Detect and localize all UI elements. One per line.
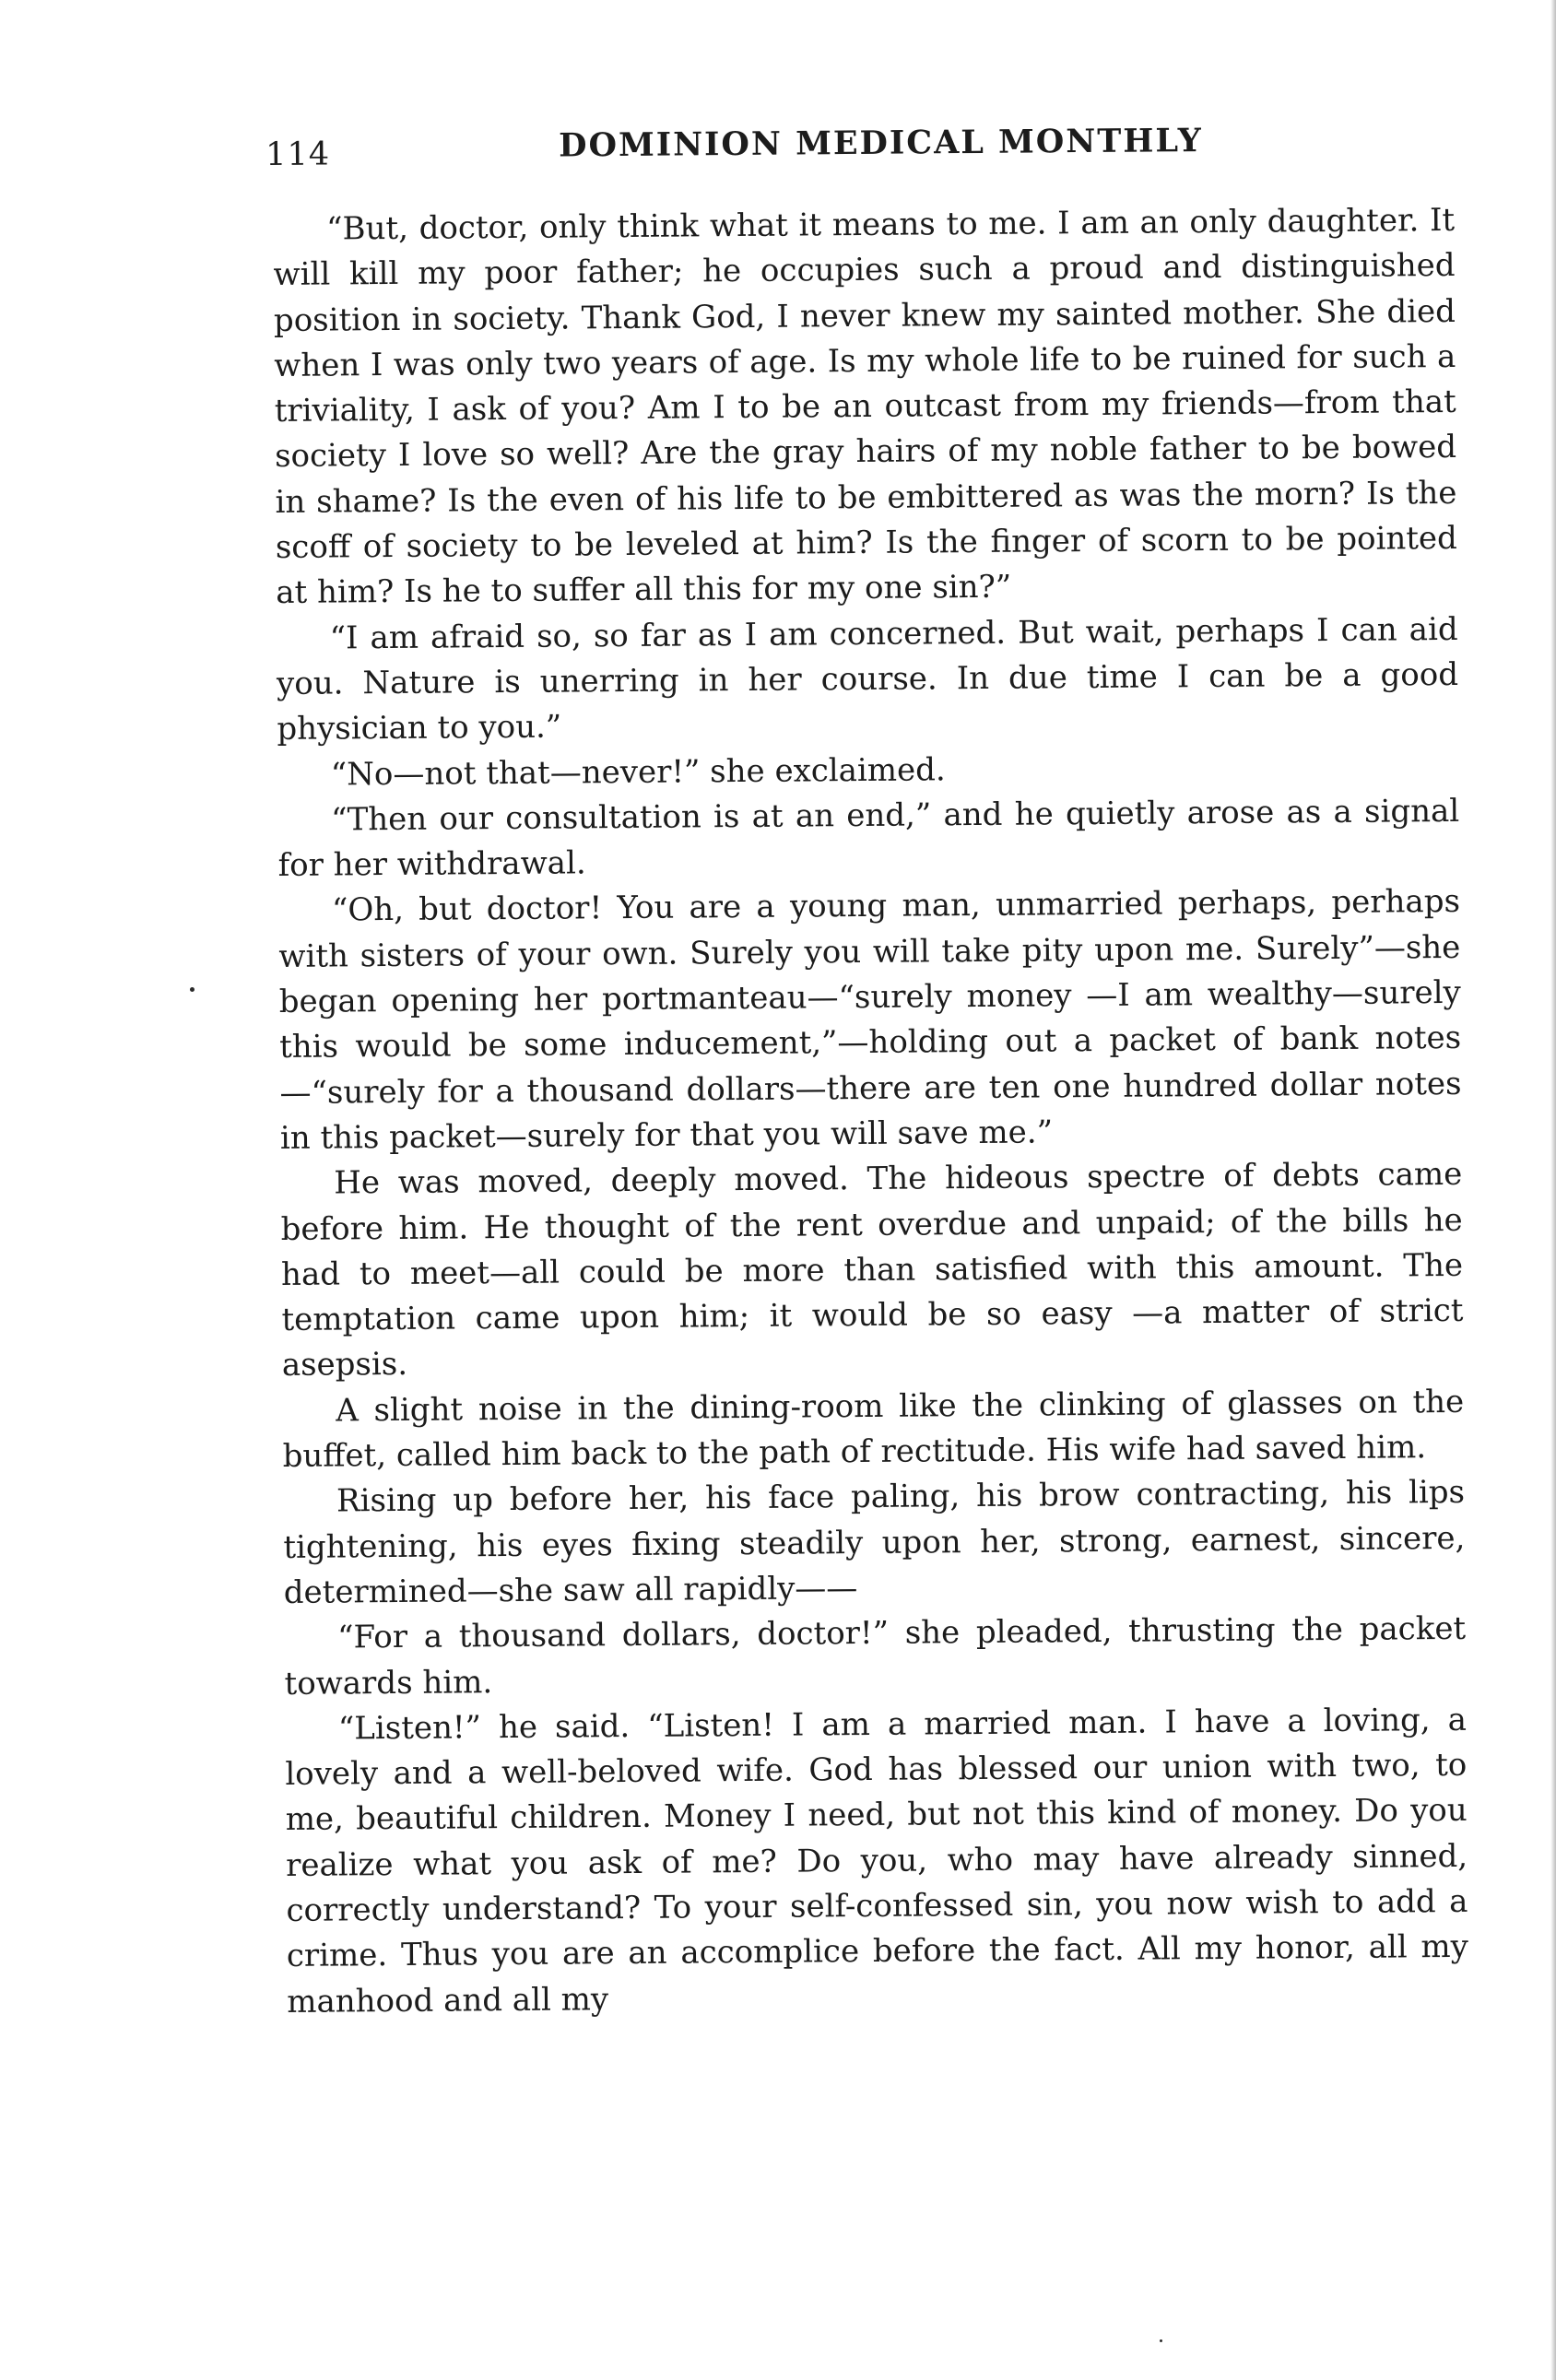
page-number: 114 [265, 135, 331, 173]
paragraph: “Then our consultation is at an end,” and he quietly arose as a signal for her withdrawal. [277, 792, 1460, 885]
paragraph: “I am afraid so, so far as I am concerned. But wait, perhaps I can aid you. Nature is unerring in her course. In due time I can be a good physician to you.” [276, 610, 1459, 748]
ink-speck [190, 987, 194, 992]
paragraph: “But, doctor, only think what it means to me. I am an only daughter. It will kill my poor father; he occupies such a proud and distinguished position in society. Thank God, I never knew my sainted mother. She died when I was only two years of age. Is my whole life to be ruined for such a triviality, I ask of you? Am I to be an outcast from my friends—from that society I love so well? Are the gray hairs of my noble father to be bowed in shame? Is the even of his life to be embittered as was the morn? Is the scoff of society to be leveled at him? Is the finger of scorn to be pointed at him? Is he to suffer all this for my one sin?” [273, 201, 1458, 612]
paragraph: “Oh, but doctor! You are a young man, unmarried perhaps, perhaps with sisters of your own. Surely you will take pity upon me. Surely”—she began opening her portmanteau—“surely money —I am wealthy—surely this would be some inducement,”—holding out a packet of bank notes—“surely for a thousand dollars—there are ten one hundred dollar notes in this packet—surely for that you will save me.” [278, 883, 1462, 1157]
paragraph: “No—not that—never!” she exclaimed. [330, 750, 946, 794]
page-header [265, 120, 1455, 184]
paragraph: He was moved, deeply moved. The hideous spectre of debts came before him. He thought of the rent overdue and unpaid; of the bills he had to meet—all could be more than satisfied with this amount. The temptation came upon him; it would be so easy —a matter of strict asepsis. [280, 1156, 1464, 1384]
ink-speck [1160, 2339, 1162, 2342]
paragraph: “Listen!” he said. “Listen! I am a married man. I have a loving, a lovely and a well-beloved wife. God has blessed our union with two, to me, beautiful children. Money I need, but not this kind of money. Do you realize what you ask of me? Do you, who may have already sinned, correctly understand? To your self-confessed sin, you now wish to add a crime. Thus you are an accomplice before the fact. All my honor, all my manhood and all my [285, 1701, 1469, 2021]
paragraph: “For a thousand dollars, doctor!” she pleaded, thrusting the packet towards him. [284, 1610, 1467, 1703]
paragraph: A slight noise in the dining-room like the clinking of glasses on the buffet, called him back to the path of rectitude. His wife had saved him. [282, 1383, 1465, 1475]
paragraph: Rising up before her, his face paling, his brow contracting, his lips tightening, his eyes fixing steadily upon her, strong, earnest, sincere, determined—she saw all rapidly—— [283, 1474, 1466, 1611]
page-edge-shadow [1550, 0, 1556, 2380]
body-text [273, 198, 1468, 2025]
running-title: DOMINION MEDICAL MONTHLY [558, 122, 1203, 165]
